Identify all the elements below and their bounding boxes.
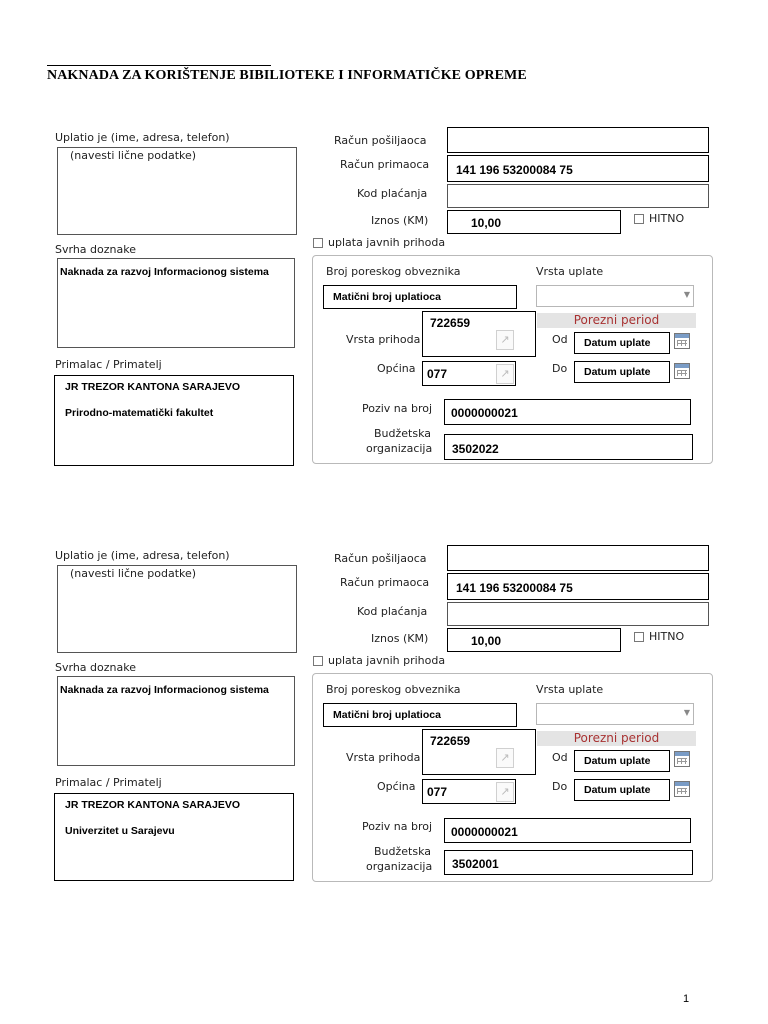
payment-type-label: Vrsta uplate <box>536 683 604 696</box>
municipality-lookup-icon[interactable]: ↗ <box>496 782 514 802</box>
from-date-field[interactable] <box>574 332 670 354</box>
from-label: Od <box>552 751 568 764</box>
urgent-label: HITNO <box>649 212 685 225</box>
amount-value: 10,00 <box>471 634 502 648</box>
revenue-type-lookup-icon[interactable]: ↗ <box>496 748 514 768</box>
reference-number-label: Poziv na broj <box>362 820 433 833</box>
budget-org-label-2: organizacija <box>366 860 433 873</box>
tax-period-header: Porezni period <box>537 313 696 328</box>
recipient-field[interactable] <box>54 793 294 881</box>
amount-label: Iznos (KM) <box>371 214 429 227</box>
purpose-label: Svrha doznake <box>55 243 136 256</box>
recipient-account-value: 141 196 53200084 75 <box>456 581 573 595</box>
payment-type-label: Vrsta uplate <box>536 265 604 278</box>
payer-label: Uplatio je (ime, adresa, telefon) <box>55 131 230 144</box>
recipient-account-field[interactable] <box>447 573 709 600</box>
public-revenue-label: uplata javnih prihoda <box>328 654 446 667</box>
payer-field[interactable] <box>57 565 297 653</box>
recipient-line1: JR TREZOR KANTONA SARAJEVO <box>65 799 241 811</box>
urgent-checkbox[interactable] <box>634 214 644 224</box>
sender-account-field[interactable] <box>447 127 709 153</box>
payer-value: (navesti lične podatke) <box>70 149 197 162</box>
municipality-value: 077 <box>427 785 448 799</box>
amount-field[interactable] <box>447 210 621 234</box>
budget-org-field[interactable] <box>444 434 693 460</box>
calendar-icon[interactable] <box>674 363 690 379</box>
page-number: 1 <box>683 993 690 1005</box>
payer-field[interactable] <box>57 147 297 235</box>
from-date-value: Datum uplate <box>584 755 651 767</box>
revenue-type-value: 722659 <box>430 316 471 330</box>
sender-account-label: Račun pošiljaoca <box>334 134 427 147</box>
tax-period-header: Porezni period <box>537 731 696 746</box>
taxpayer-number-field[interactable] <box>323 703 517 727</box>
sender-account-field[interactable] <box>447 545 709 571</box>
payment-type-dropdown[interactable] <box>536 703 694 725</box>
payment-code-field[interactable] <box>447 184 709 208</box>
chevron-down-icon: ▼ <box>683 708 690 717</box>
revenue-type-value: 722659 <box>430 734 471 748</box>
budget-org-value: 3502001 <box>452 857 499 871</box>
payment-form-1 <box>0 127 768 487</box>
amount-label: Iznos (KM) <box>371 632 429 645</box>
payment-code-label: Kod plaćanja <box>357 187 428 200</box>
recipient-line2: Prirodno-matematički fakultet <box>65 407 214 419</box>
purpose-field[interactable] <box>57 258 295 348</box>
to-date-field[interactable] <box>574 779 670 801</box>
to-label: Do <box>552 780 568 793</box>
from-label: Od <box>552 333 568 346</box>
municipality-label: Općina <box>377 362 416 375</box>
municipality-lookup-icon[interactable]: ↗ <box>496 364 514 384</box>
calendar-icon[interactable] <box>674 751 690 767</box>
purpose-value: Naknada za razvoj Informacionog sistema <box>60 266 269 278</box>
title-rule <box>47 65 271 66</box>
municipality-label: Općina <box>377 780 416 793</box>
to-date-value: Datum uplate <box>584 366 651 378</box>
municipality-field[interactable] <box>422 779 516 804</box>
taxpayer-number-field[interactable] <box>323 285 517 309</box>
reference-number-value: 0000000021 <box>451 406 518 420</box>
revenue-type-label: Vrsta prihoda <box>346 751 421 764</box>
purpose-value: Naknada za razvoj Informacionog sistema <box>60 684 269 696</box>
urgent-checkbox[interactable] <box>634 632 644 642</box>
payment-code-field[interactable] <box>447 602 709 626</box>
calendar-icon[interactable] <box>674 781 690 797</box>
taxpayer-number-value: Matični broj uplatioca <box>333 291 441 303</box>
recipient-account-label: Račun primaoca <box>340 158 430 171</box>
taxpayer-number-value: Matični broj uplatioca <box>333 709 441 721</box>
reference-number-field[interactable] <box>444 399 691 425</box>
payment-type-dropdown[interactable] <box>536 285 694 307</box>
reference-number-value: 0000000021 <box>451 825 518 839</box>
budget-org-label-2: organizacija <box>366 442 433 455</box>
payment-form-2 <box>0 545 768 905</box>
reference-number-field[interactable] <box>444 818 691 843</box>
recipient-line1: JR TREZOR KANTONA SARAJEVO <box>65 381 241 393</box>
calendar-icon[interactable] <box>674 333 690 349</box>
taxpayer-number-label: Broj poreskog obveznika <box>326 265 461 278</box>
revenue-type-label: Vrsta prihoda <box>346 333 421 346</box>
to-date-value: Datum uplate <box>584 784 651 796</box>
payer-value: (navesti lične podatke) <box>70 567 197 580</box>
municipality-value: 077 <box>427 367 448 381</box>
public-revenue-checkbox[interactable] <box>313 656 323 666</box>
revenue-type-field[interactable] <box>422 311 536 357</box>
budget-org-value: 3502022 <box>452 442 499 456</box>
payer-label: Uplatio je (ime, adresa, telefon) <box>55 549 230 562</box>
budget-org-label-1: Budžetska <box>374 427 432 440</box>
municipality-field[interactable] <box>422 361 516 386</box>
recipient-account-field[interactable] <box>447 155 709 182</box>
page-title: NAKNADA ZA KORIŠTENJE BIBILIOTEKE I INFORMATIČKE OPREME <box>47 68 527 83</box>
budget-org-label-1: Budžetska <box>374 845 432 858</box>
recipient-label: Primalac / Primatelj <box>55 358 162 371</box>
payment-code-label: Kod plaćanja <box>357 605 428 618</box>
public-revenue-label: uplata javnih prihoda <box>328 236 446 249</box>
recipient-label: Primalac / Primatelj <box>55 776 162 789</box>
recipient-account-label: Račun primaoca <box>340 576 430 589</box>
revenue-type-field[interactable] <box>422 729 536 775</box>
chevron-down-icon: ▼ <box>683 290 690 299</box>
purpose-label: Svrha doznake <box>55 661 136 674</box>
to-label: Do <box>552 362 568 375</box>
from-date-value: Datum uplate <box>584 337 651 349</box>
public-revenue-checkbox[interactable] <box>313 238 323 248</box>
sender-account-label: Račun pošiljaoca <box>334 552 427 565</box>
budget-org-field[interactable] <box>444 850 693 875</box>
recipient-line2: Univerzitet u Sarajevu <box>65 825 175 837</box>
reference-number-label: Poziv na broj <box>362 402 433 415</box>
purpose-field[interactable] <box>57 676 295 766</box>
revenue-type-lookup-icon[interactable]: ↗ <box>496 330 514 350</box>
urgent-label: HITNO <box>649 630 685 643</box>
to-date-field[interactable] <box>574 361 670 383</box>
from-date-field[interactable] <box>574 750 670 772</box>
recipient-account-value: 141 196 53200084 75 <box>456 163 573 177</box>
amount-field[interactable] <box>447 628 621 652</box>
taxpayer-number-label: Broj poreskog obveznika <box>326 683 461 696</box>
recipient-field[interactable] <box>54 375 294 466</box>
amount-value: 10,00 <box>471 216 502 230</box>
